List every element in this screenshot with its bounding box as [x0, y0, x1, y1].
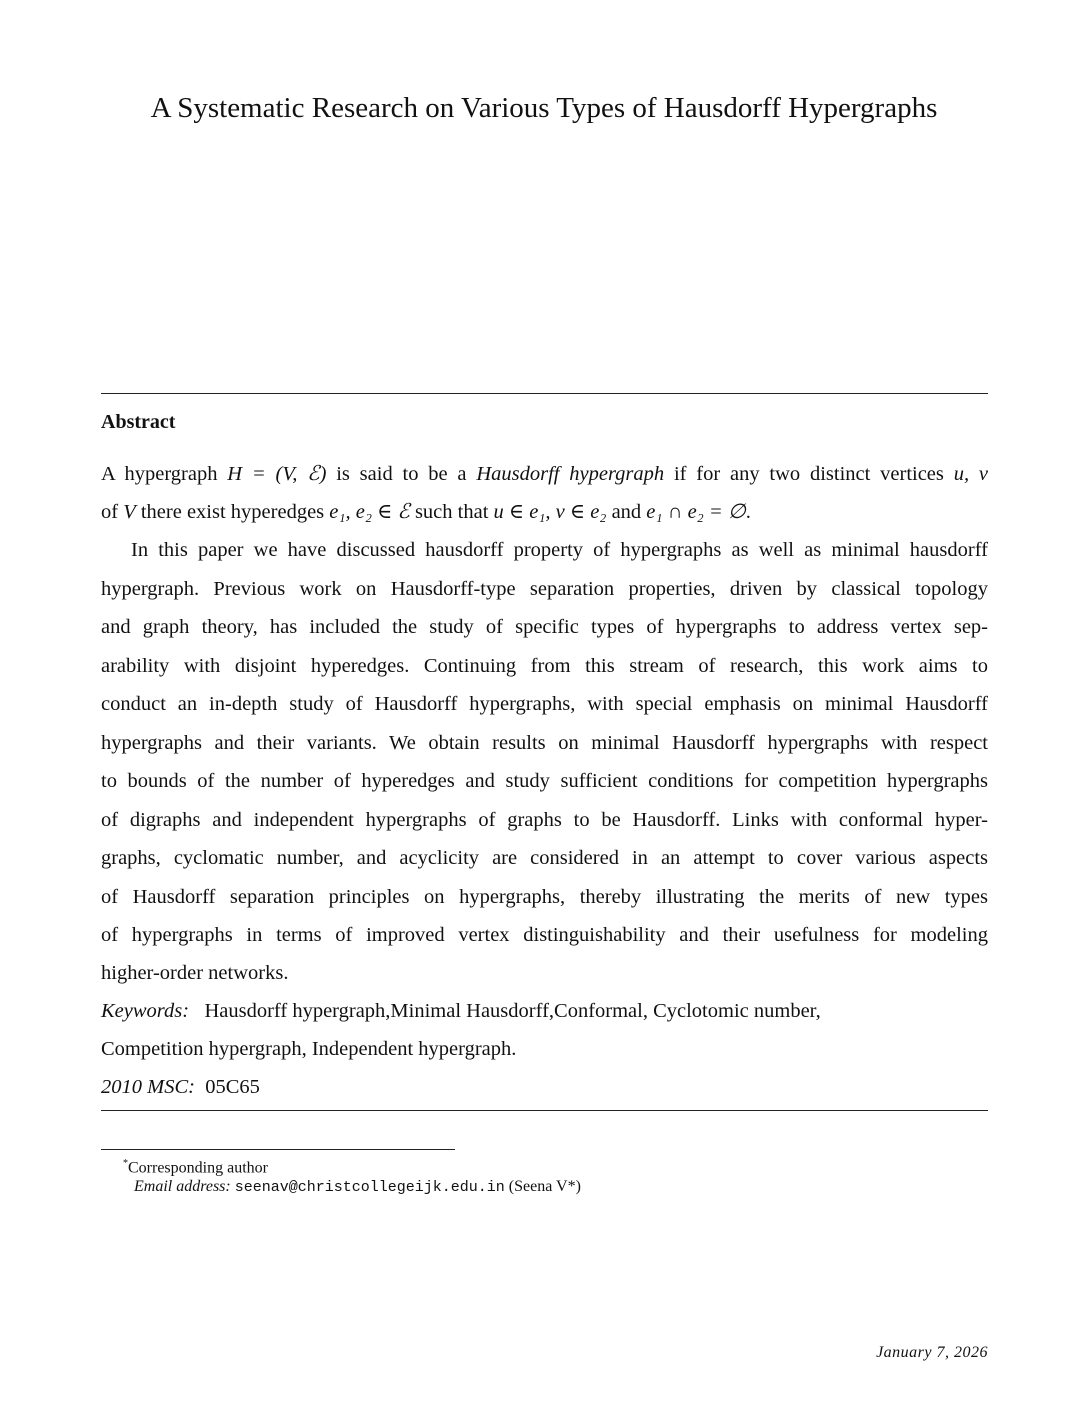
keywords-line2: Competition hypergraph, Independent hypergraph.: [101, 1038, 517, 1060]
abstract-p1-line1: A hypergraph H = (V, ℰ) is said to be a Hausdorff hypergraph if for any two distinct vertices u, v: [101, 463, 988, 485]
bottom-rule: [101, 1110, 988, 1111]
abstract-p2-line: and graph theory, has included the study of specific types of hypergraphs to address vertex sep-: [101, 616, 988, 638]
abstract-p2-line: higher-order networks.: [101, 962, 289, 984]
abstract-p2-line: graphs, cyclomatic number, and acyclicity are considered in an attempt to cover various aspects: [101, 847, 988, 869]
abstract-p2-line: to bounds of the number of hyperedges and study sufficient conditions for competition hypergraphs: [101, 770, 988, 792]
abstract-p2-line: arability with disjoint hyperedges. Continuing from this stream of research, this work aims to: [101, 655, 988, 677]
paper-title: A Systematic Research on Various Types of Hausdorff Hypergraphs: [150, 92, 938, 124]
abstract-heading: Abstract: [101, 411, 176, 433]
date: January 7, 2026: [876, 1344, 988, 1361]
abstract-p2-line: of hypergraphs in terms of improved vertex distinguishability and their usefulness for modeling: [101, 924, 988, 946]
abstract-p1-line2: of V there exist hyperedges e₁, e₂ ∈ ℰ such that u ∈ e₁, v ∈ e₂ and e₁ ∩ e₂ = ∅.: [101, 501, 751, 523]
abstract-p2-line: In this paper we have discussed hausdorff property of hypergraphs as well as minimal hausdorff: [131, 539, 988, 561]
keywords-label: Keywords:: [101, 1000, 190, 1022]
footnote-rule: [101, 1149, 455, 1150]
abstract-p2-line: hypergraph. Previous work on Hausdorff-type separation properties, driven by classical topology: [101, 578, 988, 600]
abstract-p2-line: hypergraphs and their variants. We obtain results on minimal Hausdorff hypergraphs with respect: [101, 732, 988, 754]
abstract-p2-line: of digraphs and independent hypergraphs of graphs to be Hausdorff. Links with conformal hyper-: [101, 809, 988, 831]
keywords-line1: Keywords: Hausdorff hypergraph,Minimal Hausdorff,Conformal, Cyclotomic number,: [101, 1000, 821, 1022]
footnote-email: Email address: seenav@christcollegeijk.edu.in (Seena V*): [134, 1178, 581, 1196]
footnote-corresponding: *Corresponding author: [123, 1158, 268, 1177]
msc-line: 2010 MSC: 05C65: [101, 1076, 260, 1098]
email-link[interactable]: seenav@christcollegeijk.edu.in: [234, 1179, 505, 1196]
abstract-p2-line: of Hausdorff separation principles on hypergraphs, thereby illustrating the merits of new types: [101, 886, 988, 908]
msc-label: 2010 MSC:: [101, 1076, 195, 1098]
abstract-p2-line: conduct an in-depth study of Hausdorff hypergraphs, with special emphasis on minimal Hausdorff: [101, 693, 988, 715]
top-rule: [101, 393, 988, 394]
